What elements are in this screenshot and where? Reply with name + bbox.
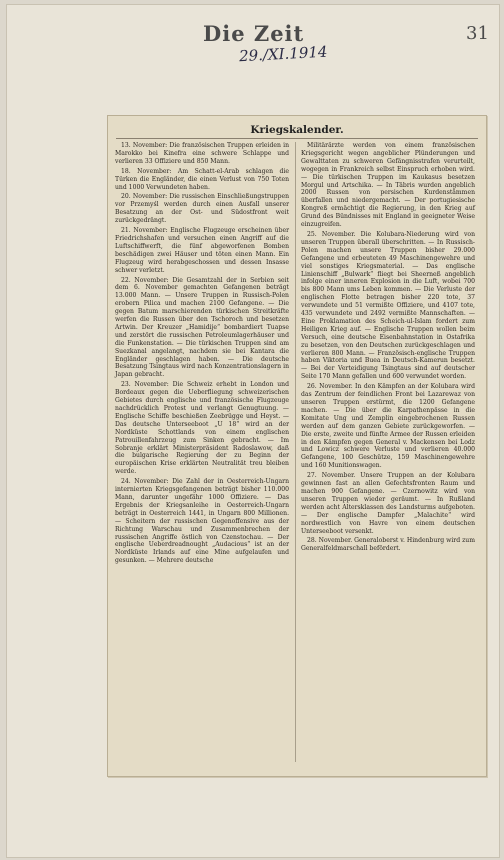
left-column [115,142,289,567]
entry-paragraph: 25. November. Die Kolubara-Niederung wird von unseren Truppen überall überschritten. — In Russisch-Polen machen unsere Truppen bisher 29.000 Gefangene und erbeuteten 49 Maschinengewehre und viel sonstiges Kriegsmaterial. — Das englische Linienschiff „Bulwark“ fliegt bei Sheerneß angeblich infolge einer inneren Explosion in die Luft, wobei 700 bis 800 Mann ums Leben kommen. — Die Verluste der englischen Flotte betragen bisher 220 tote, 37 verwundete und 51 vermißte Offiziere, und 4107 tote, 435 verwundete und 2492 vermißte Mannschaften. — Eine Proklamation des Scheich-ul-Islam fordert zum Heiligen Krieg auf. — Englische Truppen wollen beim Versuch, eine deutsche Eisenbahnstation in Ostafrika zu besetzen, von den Deutschen zurückgeschlagen und verlieren 800 Mann. — Französisch-englische Truppen haben Viktoria und Buea in Deutsch-Kamerun besetzt. — Bei der Verteidigung Tsingtaus sind auf deutscher Seite 170 Mann gefallen und 600 verwundet worden. [301,230,475,381]
handwritten-date: 29./XI.1914 [238,42,328,66]
entry-paragraph: Militärärzte werden von einem französischen Kriegsgericht wegen angeblicher Plünderungen und Gewalttaten zu schweren Gefängnisstrafen verurteilt, wogegen in Frankreich selbst Einspruch erhoben wird. — Die türkischen Truppen im Kaukasus besetzen Morgul und Artschika. — In Täbris wurden angeblich 2000 Russen von persischen Kurdenstämmen überfallen und niedergemacht. — Der portugiesische Kongreß ermächtigt die Regierung, in den Krieg auf Grund des Bündnisses mit England in geeigneter Weise einzugreifen. [301,142,475,229]
entry-paragraph: 13. November: Die französischen Truppen erleiden in Marokko bei Kinefra eine schwere Schlappe und verlieren 33 Offiziere und 850 Mann. [115,142,289,165]
entry-paragraph: 28. November. Generaloberst v. Hindenburg wird zum Generalfeldmarschall befördert. [301,537,475,553]
clipping-title: Kriegskalender. [250,124,344,136]
column-divider [295,142,296,762]
archive-page [6,4,500,858]
entry-paragraph: 23. November: Die Schweiz erhebt in London und Bordeaux gegen die Ueberfliegung schweizerischen Gebietes durch englische und französische Flugzeuge nachdrücklich Protest und verlangt Genugtuung. — Englische Schiffe beschießen Zeebrügge und Heyst. — Das deutsche Unterseeboot „U 18“ wird an der Nordküste Schottlands von einem englischen Patrouillenfahrzeug zum Sinken gebracht. — Im Sobranje erklärt Ministerpräsident Radoslawow, daß die bulgarische Regierung der zu Beginn der europäischen Krise erklärten Neutralität treu bleiben werde. [115,381,289,476]
entry-paragraph: 22. November: Die Gesamtzahl der in Serbien seit dem 6. November gemachten Gefangenen beträgt 13.000 Mann. — Unsere Truppen in Russisch-Polen erobern Pilica und machen 2100 Gefangene. — Die gegen Batum marschierenden türkischen Streitkräfte werfen die Russen über den Tschoroch und besetzen Artwin. Der Kreuzer „Hamidije“ bombardiert Tuapse und zerstört die russischen Petroleumlagerhäuser und die Funkenstation. — Die türkischen Truppen sind am Suezkanal angelangt, nachdem sie bei Kantara die Engländer geschlagen haben. — Die deutsche Besatzung Tsingtaus wird nach Konzentrationslagern in Japan gebracht. [115,276,289,379]
title-rule [116,138,478,139]
newspaper-title: Die Zeit [203,21,305,46]
right-column [301,142,475,555]
entry-paragraph: 24. November: Die Zahl der in Oesterreich-Ungarn internierten Kriegsgefangenen beträgt bisher 110.000 Mann, darunter ungefähr 1000 Offiziere. — Das Ergebnis der Kriegsanleihe in Oesterreich-Ungarn beträgt in Oesterreich 1441, in Ungarn 800 Millionen. — Scheitern der russischen Gegenoffensive aus der Richtung Warschau und Zusammenbrechen der russischen Angriffe östlich von Czenstochau. — Der englische Ueberdreadnought „Audacious“ ist an der Nordküste Irlands auf eine Mine aufgelaufen und gesunken. — Mehrere deutsche [115,478,289,565]
entry-paragraph: 27. November. Unsere Truppen an der Kolubara gewinnen fast an allen Gefechtsfronten Raum und machen 900 Gefangene. — Czernowitz wird von unseren Truppen wieder geräumt. — In Rußland werden acht Altersklassen des Landsturms aufgeboten. — Der englische Dampfer „Malachite“ wird nordwestlich von Havre von einem deutschen Unterseeboot versenkt. [301,472,475,535]
entry-paragraph: 21. November: Englische Flugzeuge erscheinen über Friedrichshafen und versuchen einen Angriff auf die Luftschiffwerft, die fünf abgeworfenen Bomben beschädigen zwei Häuser und töten einen Mann. Ein Flugzeug wird herabgeschossen und dessen Insasse schwer verletzt. [115,227,289,274]
entry-paragraph: 18. November: Am Schatt-el-Arab schlagen die Türken die Engländer, die einen Verlust von 750 Toten und 1000 Verwundeten haben. [115,167,289,191]
entry-paragraph: 20. November: Die russischen Einschließungstruppen vor Przemyśl werden durch einen Ausfall unserer Besatzung an der Ost- und Südostfront weit zurückgedrängt. [115,193,289,225]
newspaper-clipping [107,115,487,777]
page-number: 31 [466,23,489,44]
entry-paragraph: 26. November. In den Kämpfen an der Kolubara wird das Zentrum der feindlichen Front bei Lazarewaz von unseren Truppen erstürmt, die 1200 Gefangene machen. — Die über die Karpathenpässe in die Komitate Ung und Zemplin eingebrochenen Russen werden auf dem ganzen Gebiete zurückgeworfen. — Die erste, zweite und fünfte Armee der Russen erleiden in den Kämpfen gegen General v. Mackensen bei Lodz und Lowicz schwere Verluste und verlieren 40.000 Gefangene, 100 Geschütze, 159 Maschinengewehre und 160 Munitionswagen. [301,383,475,470]
